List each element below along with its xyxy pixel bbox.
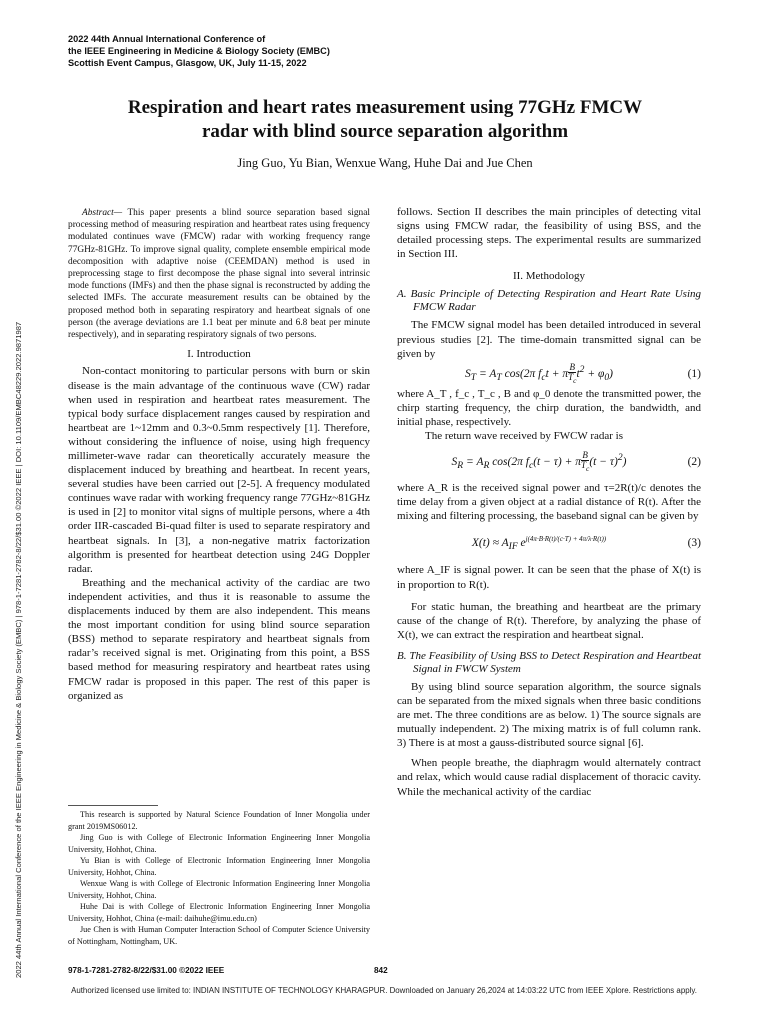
isbn-line: 978-1-7281-2782-8/22/$31.00 ©2022 IEEE bbox=[68, 966, 225, 975]
equation-2 bbox=[397, 443, 701, 481]
doi-sidebar bbox=[0, 0, 23, 980]
license-notice: Authorized licensed use limited to: INDIAN INSTITUTE OF TECHNOLOGY KHARAGPUR. Downloaded on January 26,2024 at 14:03:22 UTC from IEEE Xplore. Restrictions apply. bbox=[71, 986, 697, 995]
title-line-2: radar with blind source separation algorithm bbox=[201, 121, 569, 142]
footnote-item: Jue Chen is with Human Computer Interaction School of Computer Science University of Nottingham, Nottingham, UK. bbox=[68, 925, 370, 946]
equation-1-formula: $S_T = A_T$ cos(2π $f_ct + \pi$ $\frac{B}{T_c}$ $t^2 + \varphi_0$) bbox=[465, 361, 613, 385]
equation-1 bbox=[397, 361, 701, 387]
subsection-heading-a: A. Basic Principle of Detecting Respiration and Heart Rate Using FMCW Radar bbox=[397, 288, 701, 314]
footnote-item: Jing Guo is with College of Electronic Information Engineering Inner Mongolia University, Hohhot, China. bbox=[68, 833, 370, 854]
equation-1-number: (1) bbox=[687, 367, 701, 380]
right-paragraph-8: When people breathe, the diaphragm would alternately contract and relax, which would cause radial displacement of thoracic cavity. While the mechanical activity of the cardiac bbox=[397, 757, 701, 798]
doi-sidebar-text: 2022 44th Annual International Conference of the IEEE Engineering in Medicine & Biology Society (EMBC) | 978-1-7281-2782-8/22/$31.00 ©2022 IEEE | DOI: 10.1109/EMBC48229.2022.9871987 bbox=[14, 321, 23, 978]
right-paragraph-1: The FMCW signal model has been detailed introduced in several previous studies [2]. The time-domain transmitted signal can be given by bbox=[397, 319, 701, 360]
abstract-label: Abstract— bbox=[82, 208, 123, 218]
right-paragraph-2: where A_T , f_c , T_c , B and φ_0 denote the transmitted power, the chirp starting frequency, the chirp duration, the bandwidth, and initial phase, respectively. bbox=[397, 387, 701, 428]
equation-3-number: (3) bbox=[687, 537, 701, 550]
footnote-item: Yu Bian is with College of Electronic Information Engineering Inner Mongolia University, Hohhot, China. bbox=[68, 856, 370, 877]
left-column bbox=[68, 207, 370, 703]
right-paragraph-0: follows. Section II describes the main principles of detecting vital signs using FMCW radar, the feasibility of using BSS, and the detailed processing steps. The experimental results are summarized in Section III. bbox=[397, 206, 701, 261]
right-paragraph-7: By using blind source separation algorithm, the source signals can be separated from the mixed signals when three basic conditions are met. The three conditions are as below. 1) The source signals are mutually independent. 2) The mixing matrix is of full column rank. 3) There is at most a gauss-distributed source signal [6]. bbox=[397, 680, 701, 750]
equation-2-number: (2) bbox=[687, 456, 701, 469]
header-line-1: 2022 44th Annual International Conference of bbox=[68, 34, 266, 44]
right-paragraph-3: The return wave received by FWCW radar is bbox=[425, 430, 624, 443]
subsection-heading-b: B. The Feasibility of Using BSS to Detect Respiration and Heartbeat Signal in FWCW System bbox=[397, 649, 701, 675]
equation-2-formula: $S_R = A_R$ cos(2π $f_c(t - \tau) + \pi$ $\frac{B}{T_c}$ $(t - \tau)^2$) bbox=[451, 450, 627, 474]
footnotes bbox=[68, 809, 370, 947]
right-column bbox=[397, 205, 701, 799]
title-line-1: Respiration and heart rates measurement using 77GHz FMCW bbox=[127, 97, 643, 118]
abstract-text: This paper presents a blind source separation based signal processing method of measuring respiration and heartbeat rates using frequency modulated continues wave (FMCW) radar with working frequency range 77GHz-81GHz. To improve signal quality, complete ensemble empirical mode decomposition with adaptive noise (CEEMDAN) method is used in preprocessing stage to first decompose the phase signal into several intrinsic mode functions (IMFs) and then the phase signal is reconstructed by adding the selected IMFs. The accurate measurement results can be obtained by the proposed method both in separating respiratory and heartbeat signals of one person (the average deviations are 1.1 beat per minute and 6.8 beat per minute respectively), and in separating respiratory signals of two persons. bbox=[68, 208, 370, 341]
footnote-item: Wenxue Wang is with College of Electronic Information Engineering Inner Mongolia University, Hohhot, China. bbox=[68, 879, 370, 900]
equation-3 bbox=[397, 523, 701, 563]
header-line-3: Scottish Event Campus, Glasgow, UK, July 11-15, 2022 bbox=[68, 58, 307, 68]
equation-3-formula: $X(t) \approx A_{IF}$ $e^{j(4\pi\cdot B\cdot R(t)/(c\cdot T) + 4\pi/\lambda\cdot R(t))}$ bbox=[471, 535, 607, 553]
right-paragraph-5: where A_IF is signal power. It can be seen that the phase of X(t) is in proportion to R(t). bbox=[397, 564, 701, 591]
intro-paragraph-2: Breathing and the mechanical activity of the cardiac are two independent activities, and thus it is reasonable to assume the displacements induced by them are also independent. This means the most important condition for using blind source separation (BSS) method to separate respiratory and heartbeat signals from radar’s received signal is met. Originating from this point, a BSS based method for measuring respiratory and heartbeat rates using FMCW radar is proposed in this paper. The rest of this paper is organized as bbox=[68, 576, 370, 702]
section-heading-methodology: II. Methodology bbox=[512, 270, 586, 283]
conference-header bbox=[68, 33, 330, 69]
footnote-divider bbox=[68, 805, 158, 806]
intro-paragraph-1: Non-contact monitoring to particular persons with burn or skin disease is the main advantage of the continuous wave (CW) radar when used in respiration and heartbeat rates measurement. The typical body surface displacement ranges caused by respiration and heartbeat are 1~12mm and 0.3~0.5mm respectively [1]. Therefore, without considering the influence of noise, using high frequency millimeter-wave radar can theoretically accurately measure the displacement induced by breathing and heartbeat. In recent years, several studies have been carried out [2-5]. A frequency modulated continues wave radar with working frequency range 77GHz~81GHz is used in [2] to monitor vital signs of multiple persons, where a 4th order IIR-cascaded Bi-quad filter is used to separate respiratory and heartbeat signals. In [3], a non-negative matrix factorization algorithm is presented for heartbeat detection using 24G Doppler radar. bbox=[68, 365, 370, 575]
header-line-2: the IEEE Engineering in Medicine & Biology Society (EMBC) bbox=[68, 46, 330, 56]
footnote-item: Huhe Dai is with College of Electronic Information Engineering Inner Mongolia University, Hohhot, China (e-mail: daihuhe@imu.edu.cn) bbox=[68, 902, 370, 923]
right-paragraph-4: where A_R is the received signal power and τ=2R(t)/c denotes the time delay from a given object at a radial distance of R(t). After the mixing and filtering processing, the baseband signal can be given by bbox=[397, 482, 701, 523]
paper-title bbox=[60, 96, 710, 144]
page-number: 842 bbox=[374, 966, 388, 975]
author-list: Jing Guo, Yu Bian, Wenxue Wang, Huhe Dai and Jue Chen bbox=[237, 156, 533, 170]
section-heading-introduction: I. Introduction bbox=[187, 348, 251, 361]
abstract bbox=[68, 207, 370, 341]
footnote-item: This research is supported by Natural Science Foundation of Inner Mongolia under grant 2019MS06012. bbox=[68, 810, 370, 831]
right-paragraph-6: For static human, the breathing and heartbeat are the primary cause of the change of R(t). Therefore, by analyzing the phase of X(t), we can extract the respiration and heartbeat signal. bbox=[397, 600, 701, 641]
